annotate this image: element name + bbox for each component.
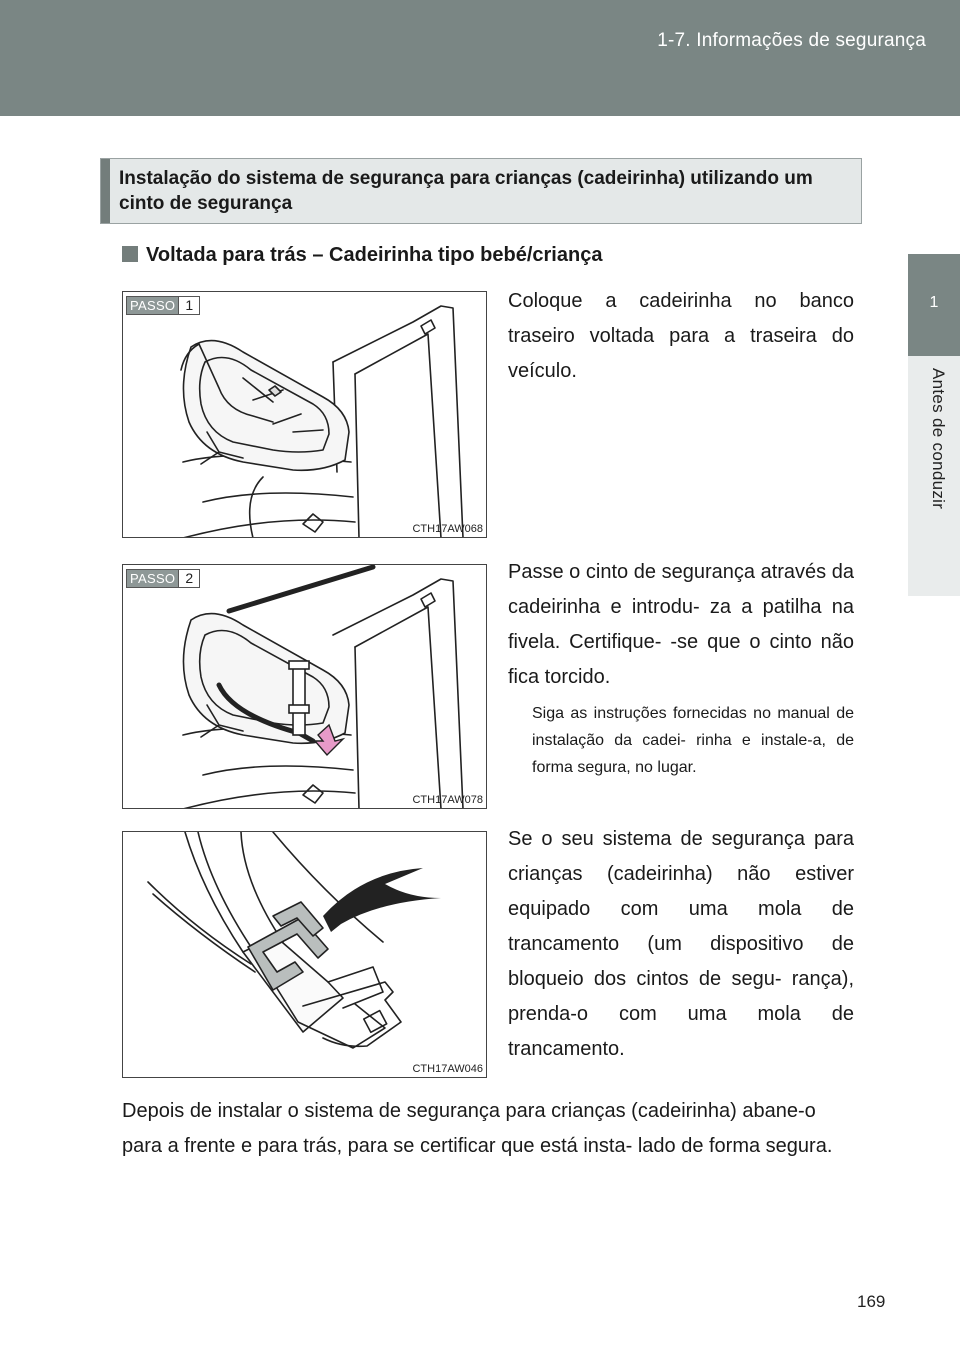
figure-code: CTH17AW078 (412, 794, 483, 806)
step-badge (126, 569, 200, 588)
figure-code: CTH17AW046 (412, 1063, 483, 1075)
locking-clip-text: Se o seu sistema de segurança para crianças (cadeirinha) não estiver equipado com uma mola de trancamento (um dispositivo de bloqueio dos cintos de segu- rança), prenda-o com uma mola de trancamento. (508, 828, 854, 1060)
step-1-text: Coloque a cadeirinha no banco traseiro voltada para a traseira do veículo. (508, 290, 854, 382)
locking-clip-illustration (123, 832, 487, 1078)
step-2-text: Passe o cinto de segurança através da cadeirinha e introdu- za a patilha na fivela. Certifique- -se que o cinto não fica torcido. (508, 561, 854, 688)
chapter-title: 1-7. Informações de segurança (657, 30, 926, 51)
step-badge-number: 1 (178, 297, 199, 314)
step-badge-label: PASSO (127, 297, 178, 314)
arrow-pointer-icon (323, 868, 441, 932)
figure-step-1 (122, 291, 487, 538)
chapter-tab-number: 1 (929, 294, 939, 311)
figure-code: CTH17AW068 (412, 523, 483, 535)
page-header (0, 0, 960, 116)
step-badge-number: 2 (178, 570, 199, 587)
page-number: 169 (857, 1292, 886, 1311)
subheading (122, 244, 602, 267)
chapter-side-label: Antes de conduzir (929, 368, 948, 510)
section-accent-bar (101, 159, 110, 223)
subheading-text: Voltada para trás – Cadeirinha tipo bebé/criança (146, 244, 603, 266)
step-badge (126, 296, 200, 315)
step-badge-label: PASSO (127, 570, 178, 587)
figure-locking-clip (122, 831, 487, 1078)
step-2-note: Siga as instruções fornecidas no manual de instalação da cadei- rinha e instale-a, de forma segura, no lugar. (532, 705, 854, 776)
final-instruction-text: Depois de instalar o sistema de segurança para crianças (cadeirinha) abane-o para a frente e para trás, para se certificar que está insta- lado de forma segura. (122, 1100, 833, 1157)
figure-step-2 (122, 564, 487, 809)
seat-belt-routing-illustration (123, 565, 487, 809)
section-title: Instalação do sistema de segurança para crianças (cadeirinha) utilizando um cinto de segurança (119, 168, 813, 214)
rear-facing-seat-illustration (123, 292, 487, 538)
chapter-tab (908, 254, 960, 356)
square-bullet-icon (122, 246, 138, 262)
chapter-side-strip (908, 356, 960, 596)
section-title-box (100, 158, 862, 224)
